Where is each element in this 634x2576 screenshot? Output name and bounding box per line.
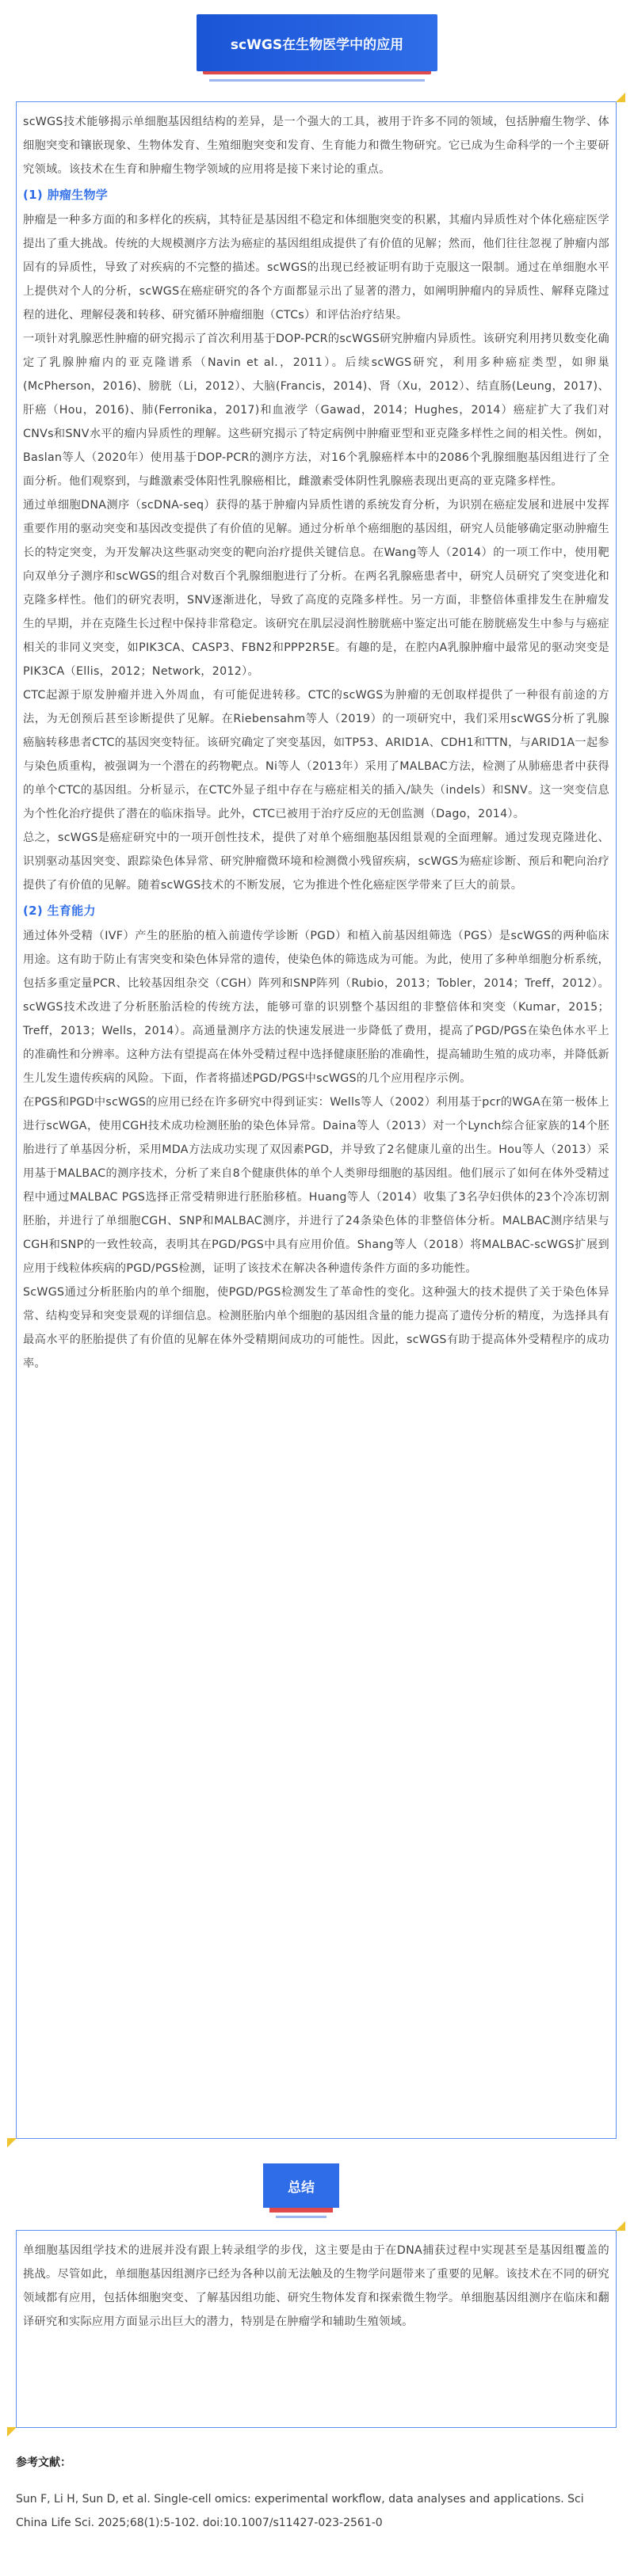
- reference-item: Sun F, Li H, Sun D, et al. Single-cell omics: experimental workflow, data analyses and applications. Sci China Life Sci. 2025;68(1):5-102. doi:10.1007/s11427-023-2561-0: [16, 2493, 584, 2529]
- corner-decoration-icon: [616, 93, 625, 102]
- section-heading-fertility: (2) 生育能力: [23, 904, 96, 918]
- summary-paragraph: 单细胞基因组学技术的进展并没有跟上转录组学的步伐，这主要是由于在DNA捕获过程中实现甚至是基因组覆盖的挑战。尽管如此，单细胞基因组测序已经为各种以前无法触及的生物学问题带来了重要的见解。该技术在不同的研究领域都有应用，包括体细胞突变、了解基因组功能、研究生物体发育和探索微生物学。单细胞基因组测序在临床和翻译研究和实际应用方面显示出巨大的潜力，特别是在肿瘤学和辅助生殖领域。: [23, 2244, 609, 2328]
- summary-box: [16, 2230, 617, 2428]
- paragraph: 一项针对乳腺恶性肿瘤的研究揭示了首次利用基于DOP-PCR的scWGS研究肿瘤内异质性。该研究利用拷贝数变化确定了乳腺肿瘤内的亚克隆谱系（Navin et al.，2011）。后续scWGS研究，利用多种癌症类型，如卵巢(McPherson，2016)、膀胱（Li，2012）、大脑(Francis，2014)、肾（Xu，2012）、结直肠(Leung，2017)、肝癌（Hou，2016)、肺(Ferronika，2017)和血液学（Gawad，2014；Hughes，2014）癌症扩大了我们对CNVs和SNV水平的瘤内异质性的理解。这些研究揭示了特定病例中肿瘤亚型和亚克隆多样性之间的相关性。例如，Baslan等人（2020年）使用基于DOP-PCR的测序方法，对16个乳腺癌样本中的2086个乳腺细胞基因组进行了全面分析。他们观察到，与雌激素受体阳性乳腺癌相比，雌激素受体阴性乳腺癌表现出更高的亚克隆多样性。: [23, 333, 609, 488]
- references: [16, 2451, 617, 2535]
- main-content-box: [16, 101, 617, 2139]
- page-title: scWGS在生物医学中的应用: [197, 14, 437, 71]
- summary-heading-block: [0, 2163, 634, 2219]
- corner-decoration-icon: [7, 2138, 17, 2148]
- summary-underline: [276, 2216, 327, 2218]
- paragraph: ScWGS通过分析胚胎内的单个细胞，使PGD/PGS检测发生了革命性的变化。这种强大的技术提供了关于染色体异常、结构变异和突变景观的详细信息。检测胚胎内单个细胞的基因组含量的能力提高了遗传分析的精度，为选择具有最高水平的胚胎提供了有价值的见解在体外受精期间成功的可能性。因此，scWGS有助于提高体外受精程序的成功率。: [23, 1286, 609, 1370]
- title-block: [0, 14, 634, 81]
- article-body: [23, 110, 609, 1376]
- title-underline: [209, 79, 425, 82]
- summary-body: [23, 2239, 609, 2334]
- section-heading-tumor: (1) 肿瘤生物学: [23, 188, 109, 202]
- paragraph: 通过体外受精（IVF）产生的胚胎的植入前遗传学诊断（PGD）和植入前基因组筛选（PGS）是scWGS的两种临床用途。这有助于防止有害突变和染色体异常的遗传，使染色体的筛选成为可能。为此，使用了多种单细胞分析系统，包括多重定量PCR、比较基因组杂交（CGH）阵列和SNP阵列（Rubio，2013；Tobler，2014；Treff，2012）。scWGS技术改进了分析胚胎活检的传统方法，能够可靠的识别整个基因组的非整倍体和突变（Kumar，2015；Treff，2013；Wells，2014）。高通量测序方法的快速发展进一步降低了费用，提高了PGD/PGS在染色体水平上的准确性和分辨率。这种方法有望提高在体外受精过程中选择健康胚胎的准确性，提高辅助生殖的成功率，并降低新生儿发生遗传疾病的风险。下面，作者将描述PGD/PGS中scWGS的几个应用程序示例。: [23, 930, 609, 1085]
- paragraph: 肿瘤是一种多方面的和多样化的疾病，其特征是基因组不稳定和体细胞突变的积累，其瘤内异质性对个体化癌症医学提出了重大挑战。传统的大规模测序方法为癌症的基因组组成提供了有价值的见解；然而，他们往往忽视了肿瘤内部固有的异质性，导致了对疾病的不完整的描述。scWGS的出现已经被证明有助于克服这一限制。通过在单细胞水平上提供对个人的分析，scWGS在癌症研究的各个方面都显示出了显著的潜力，如阐明肿瘤内的异质性、解释克隆过程的进化、理解侵袭和转移、研究循环肿瘤细胞（CTCs）和评估治疗结果。: [23, 214, 609, 322]
- corner-decoration-icon: [7, 2427, 17, 2437]
- corner-decoration-icon: [616, 2221, 625, 2231]
- paragraph: 通过单细胞DNA测序（scDNA-seq）获得的基于肿瘤内异质性谱的系统发育分析，为识别在癌症发展和进展中发挥重要作用的驱动突变和基因改变提供了有价值的见解。通过分析单个癌细胞的基因组，研究人员能够确定驱动肿瘤生长的特定突变，为开发解决这些驱动突变的靶向治疗提供关键信息。在Wang等人（2014）的一项工作中，使用靶向双单分子测序和scWGS的组合对数百个乳腺细胞进行了分析。在两名乳腺癌患者中，研究人员研究了突变进化和克隆多样性。他们的研究表明，SNV逐渐进化，导致了高度的克隆多样性。另一方面，非整倍体重排发生在肿瘤发生的早期，并在克隆生长过程中保持非常稳定。该研究在肌层浸润性膀胱癌中鉴定出可能在膀胱癌发生中参与与癌症相关的非同义突变，如PIK3CA、CASP3、FBN2和PPP2R5E。有趣的是，在腔内A乳腺肿瘤中最常见的驱动突变是PIK3CA（Ellis，2012；Network，2012）。: [23, 499, 609, 678]
- references-label: 参考文献：: [16, 2456, 71, 2469]
- intro-paragraph: scWGS技术能够揭示单细胞基因组结构的差异，是一个强大的工具，被用于许多不同的领域，包括肿瘤生物学、体细胞突变和镶嵌现象、生物体发育、生殖细胞突变和发育、生育能力和微生物研究。它已成为生命科学的一个主要研究领域。该技术在生育和肿瘤生物学领域的应用将是接下来讨论的重点。: [23, 116, 609, 176]
- paragraph: 总之，scWGS是癌症研究中的一项开创性技术，提供了对单个癌细胞基因组景观的全面理解。通过发现克隆进化、识别驱动基因突变、跟踪染色体异常、研究肿瘤微环境和检测微小残留疾病，scWGS为癌症诊断、预后和靶向治疗提供了有价值的见解。随着scWGS技术的不断发展，它为推进个性化癌症医学带来了巨大的前景。: [23, 831, 609, 892]
- paragraph: 在PGS和PGD中scWGS的应用已经在许多研究中得到证实：Wells等人（2002）利用基于pcr的WGA在第一极体上进行scWGA，使用CGH技术成功检测胚胎的染色体异常。Daina等人（2013）对一个Lynch综合征家族的14个胚胎进行了单基因分析，采用MDA方法成功实现了双因素PGD，并导致了2名健康儿童的出生。Hou等人（2013）采用基于MALBAC的测序技术，分析了来自8个健康供体的单个人类卵母细胞的基因组。他们展示了如何在体外受精过程中通过MALBAC PGS选择正常受精卵进行胚胎移植。Huang等人（2014）收集了3名孕妇供体的23个冷冻切割胚胎，并进行了单细胞CGH、SNP和MALBAC测序，并进行了24条染色体的非整倍体分析。MALBAC测序结果与CGH和SNP的一致性较高，表明其在PGD/PGS中具有应用价值。Shang等人（2018）将MALBAC-scWGS扩展到应用于线粒体疾病的PGD/PGS检测，证明了该技术在解决各种遗传条件方面的多功能性。: [23, 1096, 609, 1275]
- paragraph: CTC起源于原发肿瘤并进入外周血，有可能促进转移。CTC的scWGS为肿瘤的无创取样提供了一种很有前途的方法，为无创预后甚至诊断提供了见解。在Riebensahm等人（2019）的一项研究中，我们采用scWGS分析了乳腺癌脑转移患者CTC的基因突变特征。该研究确定了突变基因，如TP53、ARID1A、CDH1和TTN，与ARID1A一起参与染色质重构，被强调为一个潜在的药物靶点。Ni等人（2013年）采用了MALBAC方法，检测了从肺癌患者中获得的单个CTC的基因组。分析显示，在CTC外显子组中存在与癌症相关的插入/缺失（indels）和SNV。这一突变信息为个性化治疗提供了潜在的临床指导。此外，CTC已被用于治疗反应的无创监测（Dago，2014）。: [23, 689, 609, 820]
- summary-heading: 总结: [263, 2163, 339, 2208]
